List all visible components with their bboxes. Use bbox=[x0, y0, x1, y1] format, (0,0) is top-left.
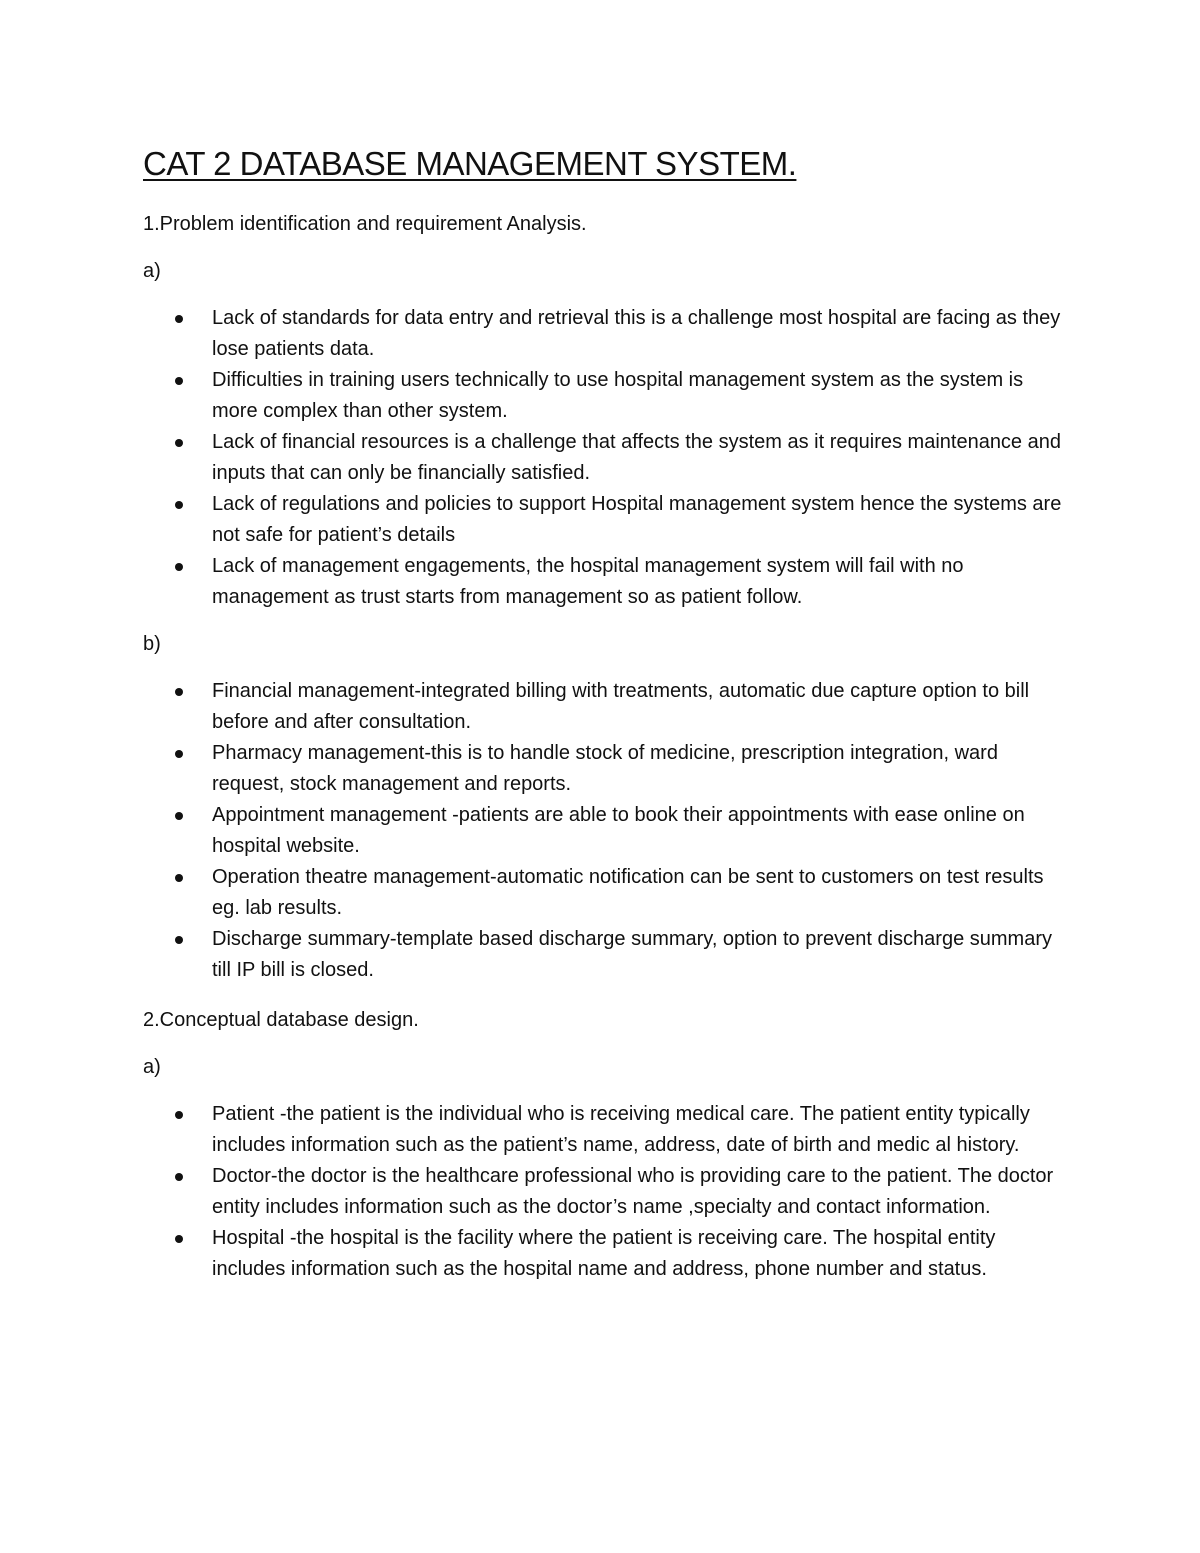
list-item bbox=[143, 1223, 1063, 1285]
list-item-text: Discharge summary-template based discharge summary, option to prevent discharge summary till IP bill is closed. bbox=[212, 928, 1052, 981]
list-item-text: Hospital -the hospital is the facility where the patient is receiving care. The hospital entity includes information such as the hospital name and address, phone number and status. bbox=[212, 1227, 996, 1280]
bullet-icon bbox=[175, 1173, 183, 1181]
list-item-text: Difficulties in training users technically to use hospital management system as the system is more complex than other system. bbox=[212, 369, 1024, 422]
bullet-icon bbox=[175, 563, 183, 571]
list-item bbox=[143, 738, 1063, 800]
document-page bbox=[143, 140, 1063, 1285]
subsection-label: a) bbox=[143, 1056, 161, 1078]
list-item-text: Financial management-integrated billing with treatments, automatic due capture option to bill before and after consultation. bbox=[212, 680, 1030, 733]
list-item bbox=[143, 427, 1063, 489]
list-item bbox=[143, 365, 1063, 427]
bullet-icon bbox=[175, 936, 183, 944]
bullet-icon bbox=[175, 315, 183, 323]
bullet-icon bbox=[175, 377, 183, 385]
list-item-text: Operation theatre management-automatic notification can be sent to customers on test results eg. lab results. bbox=[212, 866, 1044, 919]
list-item bbox=[143, 676, 1063, 738]
list-item-text: Pharmacy management-this is to handle stock of medicine, prescription integration, ward request, stock management and reports. bbox=[212, 742, 998, 795]
bullet-icon bbox=[175, 439, 183, 447]
list-item-text: Lack of standards for data entry and retrieval this is a challenge most hospital are facing as they lose patients data. bbox=[212, 307, 1061, 360]
list-item bbox=[143, 862, 1063, 924]
list-item bbox=[143, 1099, 1063, 1161]
section-heading: 1.Problem identification and requirement Analysis. bbox=[143, 213, 587, 235]
list-item-text: Lack of financial resources is a challenge that affects the system as it requires maintenance and inputs that can only be financially satisfied. bbox=[212, 431, 1061, 484]
list-item-text: Lack of management engagements, the hospital management system will fail with no management as trust starts from management so as patient follow. bbox=[212, 555, 964, 608]
list-item bbox=[143, 303, 1063, 365]
bullet-icon bbox=[175, 1111, 183, 1119]
list-item-text: Appointment management -patients are able to book their appointments with ease online on hospital website. bbox=[212, 804, 1025, 857]
subsection-label: b) bbox=[143, 633, 161, 655]
bullet-list bbox=[143, 676, 1063, 986]
list-item bbox=[143, 551, 1063, 613]
list-item bbox=[143, 924, 1063, 986]
bullet-icon bbox=[175, 812, 183, 820]
list-item bbox=[143, 800, 1063, 862]
list-item-text: Lack of regulations and policies to support Hospital management system hence the systems are not safe for patient’s details bbox=[212, 493, 1062, 546]
list-item bbox=[143, 1161, 1063, 1223]
bullet-list bbox=[143, 303, 1063, 613]
document-title: CAT 2 DATABASE MANAGEMENT SYSTEM. bbox=[143, 145, 797, 182]
bullet-icon bbox=[175, 874, 183, 882]
section-heading: 2.Conceptual database design. bbox=[143, 1009, 419, 1031]
list-item-text: Doctor-the doctor is the healthcare professional who is providing care to the patient. The doctor entity includes information such as the doctor’s name ,specialty and contact information. bbox=[212, 1165, 1054, 1218]
bullet-icon bbox=[175, 688, 183, 696]
bullet-list bbox=[143, 1099, 1063, 1285]
bullet-icon bbox=[175, 1235, 183, 1243]
bullet-icon bbox=[175, 501, 183, 509]
bullet-icon bbox=[175, 750, 183, 758]
list-item-text: Patient -the patient is the individual who is receiving medical care. The patient entity typically includes information such as the patient’s name, address, date of birth and medic al history. bbox=[212, 1103, 1030, 1156]
subsection-label: a) bbox=[143, 260, 161, 282]
list-item bbox=[143, 489, 1063, 551]
